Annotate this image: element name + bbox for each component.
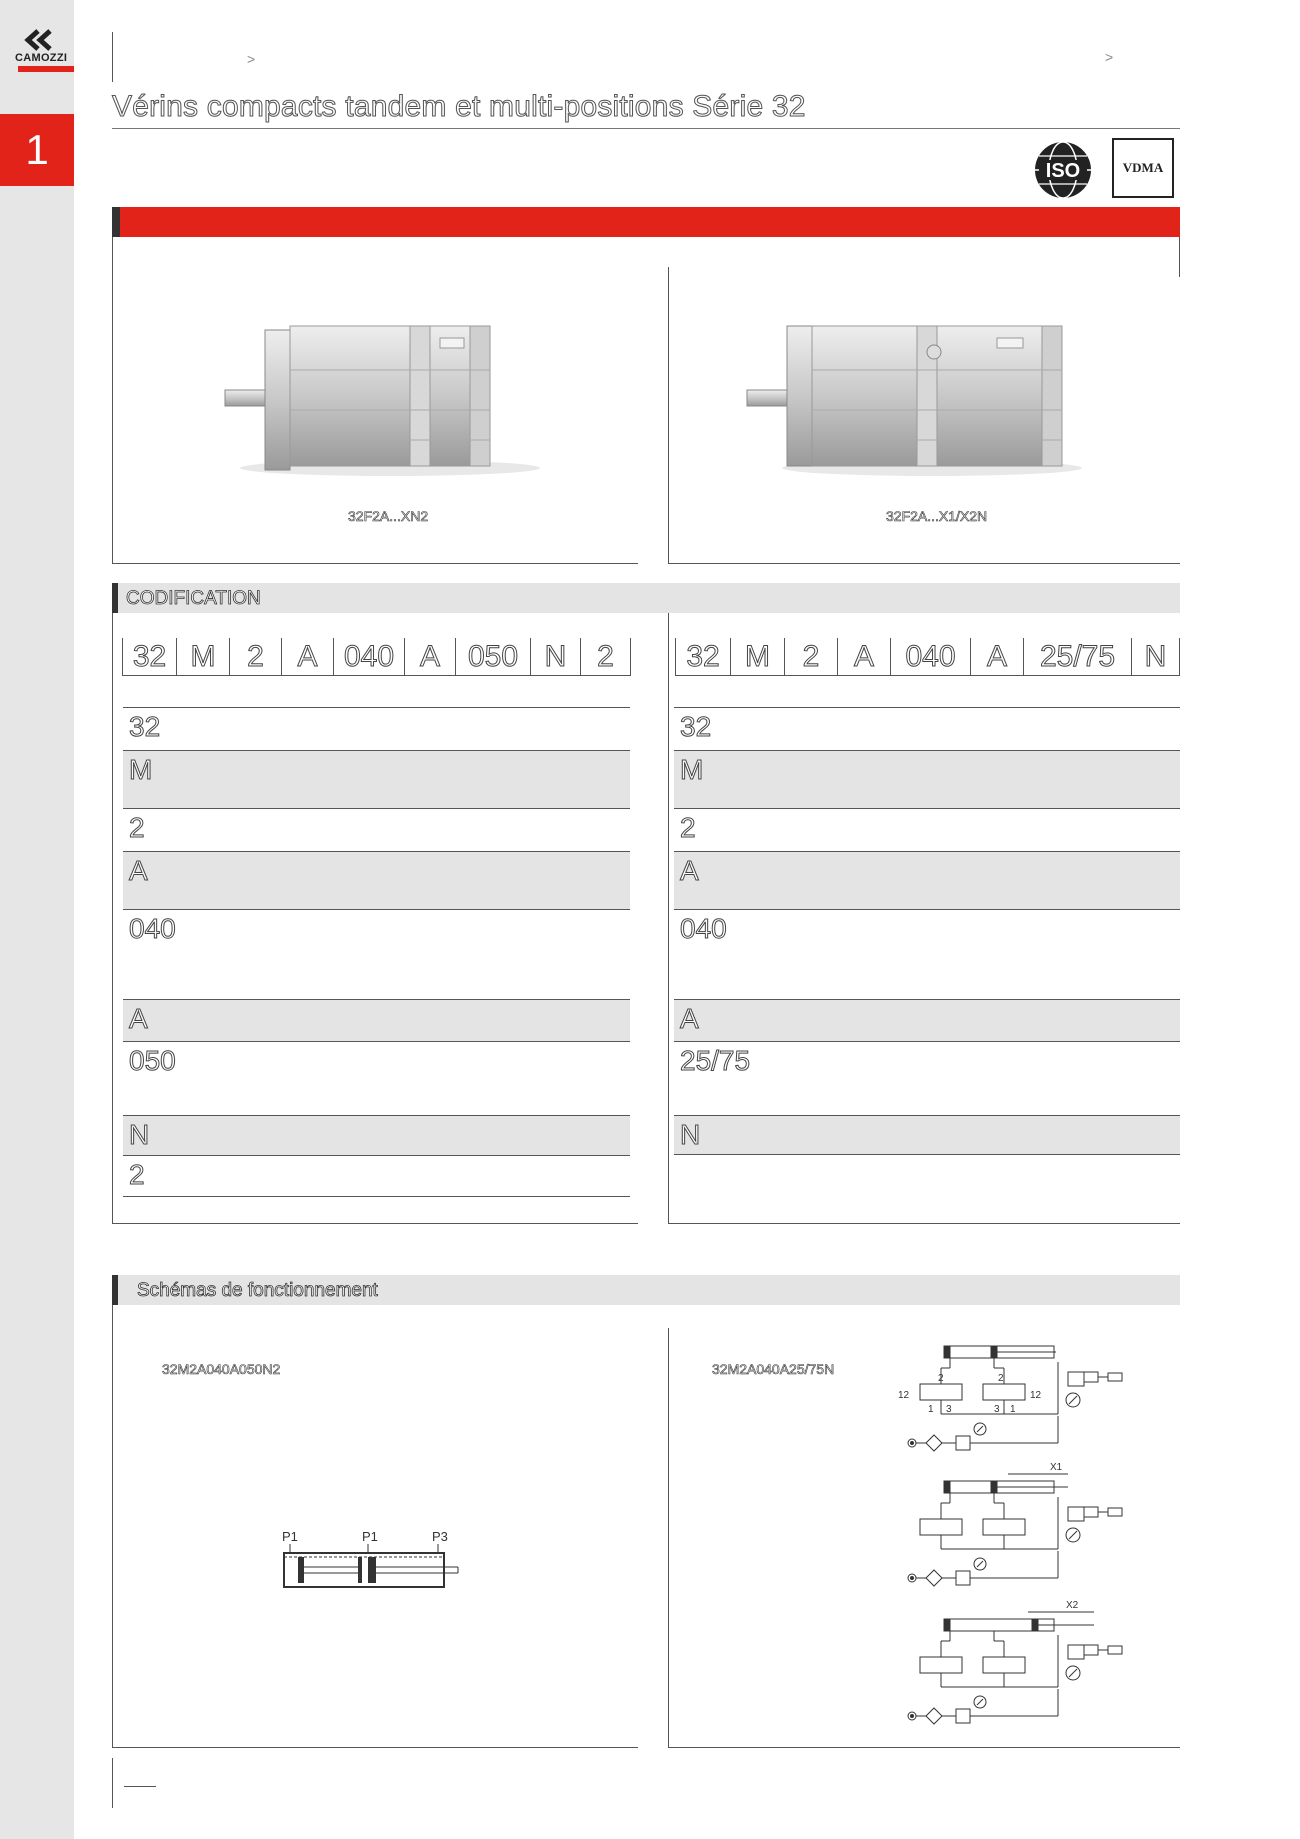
cylinder-photo-left bbox=[210, 310, 540, 480]
code-cell: N bbox=[1131, 638, 1180, 676]
port-label: P1 bbox=[362, 1529, 378, 1544]
row-code: 2 bbox=[129, 1159, 145, 1190]
row-code: N bbox=[129, 1119, 150, 1150]
table-row bbox=[674, 1041, 1180, 1115]
code-cell: M bbox=[730, 638, 784, 676]
code-cell: 32 bbox=[122, 638, 176, 676]
row-code: 040 bbox=[129, 913, 176, 944]
port-number: 1 bbox=[928, 1404, 934, 1415]
codification-table-left bbox=[123, 707, 630, 1197]
row-code: A bbox=[129, 1003, 148, 1034]
table-row bbox=[123, 999, 630, 1041]
port-number: 2 bbox=[998, 1373, 1004, 1384]
code-cell: 040 bbox=[890, 638, 970, 676]
red-band-marker bbox=[112, 207, 120, 237]
schemas-title: Schémas de fonctionnement bbox=[137, 1280, 378, 1301]
code-cell: M bbox=[176, 638, 229, 676]
port-number: 2 bbox=[938, 1373, 944, 1384]
row-code: 32 bbox=[680, 711, 712, 742]
row-code: 050 bbox=[129, 1045, 176, 1076]
code-cell: A bbox=[970, 638, 1023, 676]
code-cell: N bbox=[530, 638, 580, 676]
codification-table-right bbox=[674, 707, 1180, 1155]
row-code: 25/75 bbox=[680, 1045, 751, 1076]
row-code: A bbox=[680, 855, 699, 886]
row-code: M bbox=[129, 754, 153, 785]
schemas-header bbox=[112, 1275, 1180, 1305]
product-caption-right: 32F2A...X1/X2N bbox=[886, 508, 988, 524]
code-cell: 2 bbox=[229, 638, 281, 676]
product-caption-left: 32F2A...XN2 bbox=[348, 508, 429, 524]
code-cell: 050 bbox=[455, 638, 530, 676]
code-row-left bbox=[122, 638, 631, 676]
row-code: N bbox=[680, 1119, 701, 1150]
row-code: A bbox=[680, 1003, 699, 1034]
table-row bbox=[123, 851, 630, 909]
row-code: 040 bbox=[680, 913, 727, 944]
stroke-label: X1 bbox=[1050, 1462, 1063, 1473]
vdma-badge-text: VDMA bbox=[1122, 160, 1164, 175]
row-code: M bbox=[680, 754, 704, 785]
brand-bar bbox=[18, 66, 74, 72]
cylinder-photo-right bbox=[742, 310, 1082, 480]
code-cell: 040 bbox=[333, 638, 404, 676]
codification-title: CODIFICATION bbox=[126, 588, 261, 609]
code-cell: A bbox=[281, 638, 333, 676]
port-label: P1 bbox=[282, 1529, 298, 1544]
table-row bbox=[123, 808, 630, 851]
table-row bbox=[674, 808, 1180, 851]
code-cell: 25/75 bbox=[1023, 638, 1131, 676]
vdma-badge bbox=[1112, 138, 1174, 198]
pneumatic-circuit-right bbox=[898, 1336, 1130, 1736]
breadcrumb-separator[interactable]: > bbox=[1105, 49, 1114, 65]
table-row bbox=[674, 707, 1180, 750]
row-code: 2 bbox=[129, 812, 145, 843]
port-number: 12 bbox=[1030, 1390, 1042, 1401]
schema-label-left: 32M2A040A050N2 bbox=[162, 1361, 281, 1377]
table-row bbox=[123, 1155, 630, 1197]
code-cell: 32 bbox=[675, 638, 730, 676]
row-code: 2 bbox=[680, 812, 696, 843]
footer-dash bbox=[124, 1786, 156, 1787]
title-rule bbox=[112, 128, 1180, 129]
port-number: 3 bbox=[946, 1404, 952, 1415]
table-row bbox=[123, 1115, 630, 1155]
stroke-label: X2 bbox=[1066, 1600, 1079, 1611]
code-cell: 2 bbox=[784, 638, 837, 676]
row-code: 32 bbox=[129, 711, 161, 742]
table-row bbox=[123, 1041, 630, 1115]
schema-label-right: 32M2A040A25/75N bbox=[712, 1361, 835, 1377]
port-number: 12 bbox=[898, 1390, 910, 1401]
port-number: 3 bbox=[994, 1404, 1000, 1415]
table-row bbox=[674, 1115, 1180, 1155]
section-marker bbox=[112, 1275, 118, 1305]
cylinder-schematic-left bbox=[276, 1527, 466, 1599]
port-number: 1 bbox=[1010, 1404, 1016, 1415]
table-row bbox=[123, 909, 630, 999]
brand-name: CAMOZZI bbox=[15, 52, 68, 64]
header-divider bbox=[112, 32, 113, 82]
code-cell: A bbox=[404, 638, 455, 676]
breadcrumb-separator[interactable]: > bbox=[247, 51, 256, 67]
codification-header bbox=[112, 583, 1180, 613]
iso-badge-icon bbox=[1033, 140, 1093, 200]
left-margin-strip bbox=[0, 0, 74, 1839]
section-marker bbox=[112, 583, 118, 613]
chapter-number: 1 bbox=[25, 126, 49, 173]
table-row bbox=[674, 750, 1180, 808]
code-row-right bbox=[675, 638, 1180, 676]
table-row bbox=[123, 707, 630, 750]
page-title: Vérins compacts tandem et multi-positions Série 32 bbox=[112, 90, 806, 123]
code-cell: 2 bbox=[580, 638, 631, 676]
table-row bbox=[123, 750, 630, 808]
table-row bbox=[674, 999, 1180, 1041]
iso-badge-text: ISO bbox=[1045, 160, 1081, 182]
section-red-band bbox=[112, 207, 1180, 237]
port-label: P3 bbox=[432, 1529, 448, 1544]
row-code: A bbox=[129, 855, 148, 886]
table-row bbox=[674, 851, 1180, 909]
footer-divider bbox=[112, 1758, 113, 1808]
table-row bbox=[674, 909, 1180, 999]
code-cell: A bbox=[837, 638, 890, 676]
